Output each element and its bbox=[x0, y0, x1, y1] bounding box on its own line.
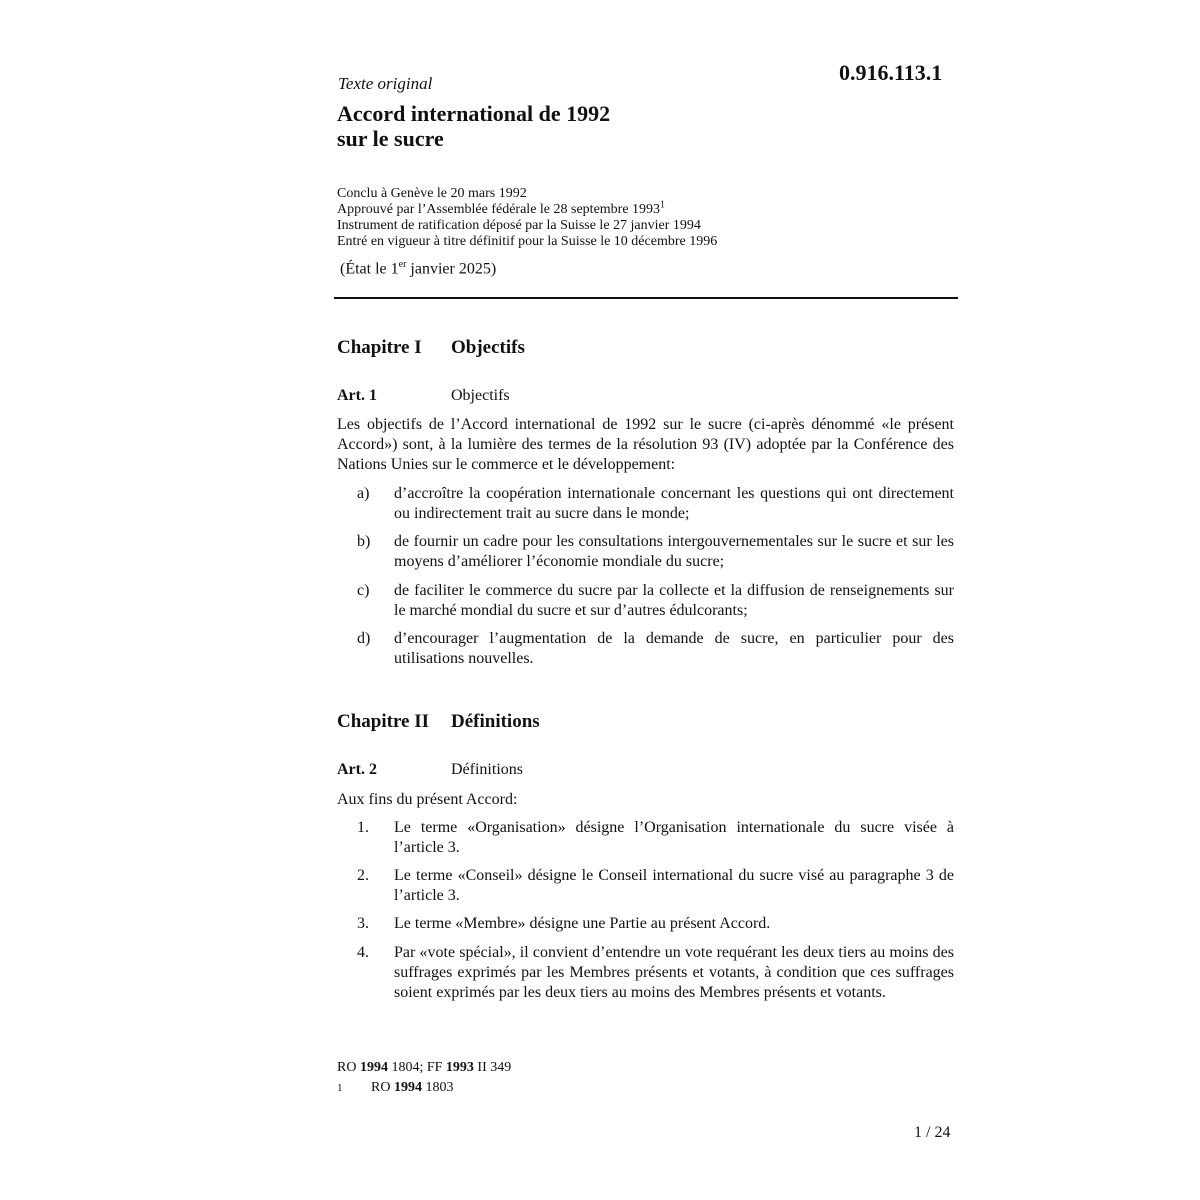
document-title bbox=[337, 101, 610, 151]
list-item-label: 4. bbox=[357, 944, 369, 961]
article-1-intro: Les objectifs de l’Accord international de 1992 sur le sucre (ci-après dénommé «le présent Accord») sont, à la lumière des termes de la résolution 93 (IV) adoptée par la Conférence des Nations Unies sur le commerce et le développement: bbox=[337, 416, 954, 473]
list-item bbox=[337, 914, 954, 934]
footnote-year: 1994 bbox=[393, 1080, 422, 1095]
official-reference bbox=[337, 1058, 511, 1078]
footnotes bbox=[337, 1058, 511, 1098]
list-item-text: Par «vote spécial», il convient d’entendre un vote requérant les deux tiers au moins des suffrages exprimés par les Membres présents et votants, à condition que ces suffrages soient exprimés par les deux tiers au moins des Membres présents et votants. bbox=[394, 944, 954, 1001]
article-1-heading bbox=[337, 387, 510, 405]
list-item-text: d’accroître la coopération internationale concernant les questions qui ont directement ou indirectement trait au sucre dans le monde; bbox=[394, 485, 954, 522]
footnote-text: RO bbox=[371, 1080, 394, 1095]
list-item bbox=[337, 532, 954, 572]
article-2-label: Art. 2 bbox=[337, 761, 377, 778]
page-number: 1 / 24 bbox=[914, 1124, 951, 1141]
list-item-label: 2. bbox=[357, 867, 369, 884]
state-superscript: er bbox=[398, 259, 407, 270]
chapter-1-heading bbox=[337, 337, 525, 359]
concluded-line: Conclu à Genève le 20 mars 1992 bbox=[337, 186, 527, 201]
chapter-2-title: Définitions bbox=[451, 711, 540, 732]
article-2-heading bbox=[337, 761, 523, 779]
list-item-label: c) bbox=[357, 582, 370, 599]
list-item-text: de faciliter le commerce du sucre par la collecte et la diffusion de renseignements sur le marché mondial du sucre et sur d’autres édulcorants; bbox=[394, 582, 954, 619]
title-line-1: Accord international de 1992 bbox=[337, 101, 611, 126]
state-date bbox=[340, 259, 496, 278]
list-item-label: 1. bbox=[357, 819, 369, 836]
article-2-intro: Aux fins du présent Accord: bbox=[337, 791, 518, 808]
ref-text: II 349 bbox=[473, 1060, 512, 1075]
list-item-text: Le terme «Organisation» désigne l’Organisation internationale du sucre visée à l’article 3. bbox=[394, 819, 954, 856]
approved-text: Approuvé par l’Assemblée fédérale le 28 septembre 1993 bbox=[337, 202, 661, 217]
list-item-text: d’encourager l’augmentation de la demande de sucre, en particulier pour des utilisations nouvelles. bbox=[394, 630, 954, 667]
document-metadata bbox=[337, 186, 717, 250]
header-divider bbox=[334, 297, 958, 299]
document-number: 0.916.113.1 bbox=[839, 60, 943, 85]
state-prefix: (État le 1 bbox=[340, 260, 399, 278]
list-item bbox=[337, 581, 954, 621]
chapter-2-heading bbox=[337, 711, 540, 733]
ref-year: 1994 bbox=[359, 1060, 388, 1075]
original-text-label: Texte original bbox=[338, 74, 433, 93]
approved-line bbox=[337, 199, 717, 218]
list-item-label: 3. bbox=[357, 915, 369, 932]
article-2-title: Définitions bbox=[451, 761, 523, 778]
ref-year: 1993 bbox=[445, 1060, 474, 1075]
list-item bbox=[337, 866, 954, 906]
article-1-label: Art. 1 bbox=[337, 387, 377, 404]
list-item-text: Le terme «Conseil» désigne le Conseil international du sucre visé au paragraphe 3 de l’article 3. bbox=[394, 867, 954, 904]
article-1-title: Objectifs bbox=[451, 387, 510, 404]
list-item bbox=[337, 484, 954, 524]
list-item bbox=[337, 818, 954, 858]
list-item-text: Le terme «Membre» désigne une Partie au présent Accord. bbox=[394, 915, 771, 932]
list-item bbox=[337, 629, 954, 669]
footnote-ref-1[interactable]: 1 bbox=[660, 199, 666, 211]
state-suffix: janvier 2025) bbox=[406, 260, 497, 278]
in-force-line: Entré en vigueur à titre définitif pour la Suisse le 10 décembre 1996 bbox=[337, 234, 718, 249]
instrument-line: Instrument de ratification déposé par la Suisse le 27 janvier 1994 bbox=[337, 218, 701, 233]
list-item-label: d) bbox=[357, 630, 371, 647]
list-item-label: a) bbox=[357, 485, 370, 502]
ref-text: RO bbox=[337, 1060, 360, 1075]
list-item-text: de fournir un cadre pour les consultations intergouvernementales sur le sucre et sur les moyens d’améliorer l’économie mondiale du sucre; bbox=[394, 533, 954, 570]
title-line-2: sur le sucre bbox=[337, 126, 444, 151]
footnote-number: 1 bbox=[337, 1082, 343, 1094]
chapter-1-title: Objectifs bbox=[451, 337, 525, 358]
ref-text: 1804; FF bbox=[387, 1060, 446, 1075]
chapter-1-label: Chapitre I bbox=[337, 337, 422, 358]
chapter-2-label: Chapitre II bbox=[337, 711, 430, 732]
footnote-1 bbox=[337, 1078, 511, 1098]
list-item bbox=[337, 943, 954, 1003]
footnote-text: 1803 bbox=[421, 1080, 454, 1095]
list-item-label: b) bbox=[357, 533, 371, 550]
